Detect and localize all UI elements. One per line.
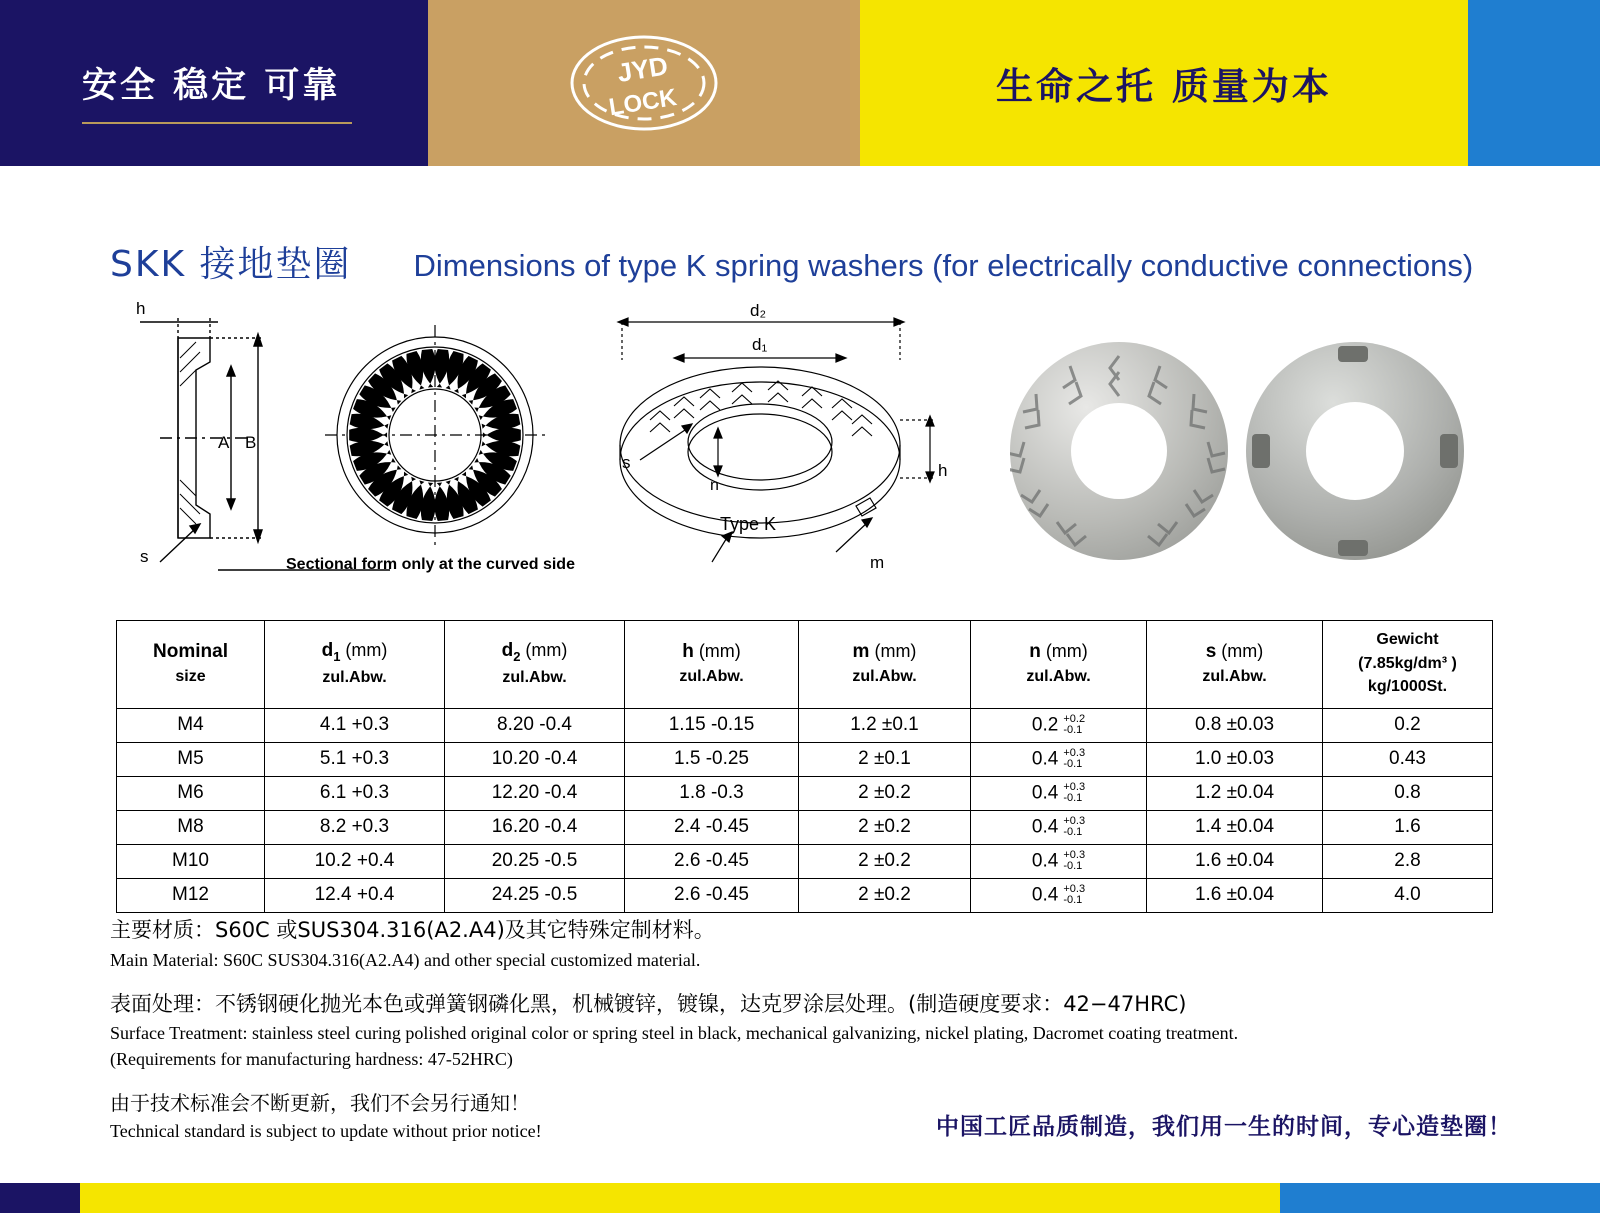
specifications-table	[116, 620, 1493, 913]
cell-d1: 8.2 +0.3	[265, 810, 445, 844]
cell-d2: 16.20 -0.4	[445, 810, 625, 844]
footer-blue-block	[1280, 1183, 1600, 1213]
cell-weight: 0.43	[1323, 742, 1493, 776]
cell-d2: 20.25 -0.5	[445, 844, 625, 878]
footer-navy-block	[0, 1183, 80, 1213]
cell-d2: 24.25 -0.5	[445, 878, 625, 912]
label-B: B	[245, 433, 257, 452]
top-view-diagram	[315, 320, 555, 550]
footer-yellow-block	[80, 1183, 1280, 1213]
col-h: h (mm) zul.Abw.	[625, 621, 799, 709]
surface-note-en-1: Surface Treatment: stainless steel curing polished original color or spring steel in black, mechanical galvanizing, nickel plating, Dacromet coating treatment.	[110, 1023, 1239, 1044]
label-A: A	[218, 433, 230, 452]
washer-photo-toothed	[1010, 342, 1228, 560]
cell-s: 0.8 ±0.03	[1147, 708, 1323, 742]
cell-h: 1.15 -0.15	[625, 708, 799, 742]
col-d1: $d_1$ (mm) zul.Abw.	[265, 621, 445, 709]
cell-weight: 1.6	[1323, 810, 1493, 844]
surface-note-cn: 表面处理：不锈钢硬化抛光本色或弹簧钢磷化黑，机械镀锌，镀镍，达克罗涂层处理。(制造硬度要求：42−47HRC)	[110, 991, 1187, 1016]
header-logo-panel	[428, 0, 860, 166]
table-row	[117, 810, 1493, 844]
header-right-panel	[860, 0, 1600, 166]
header-blue-strip	[1468, 0, 1600, 166]
update-note-en: Technical standard is subject to update without prior notice!	[110, 1121, 542, 1141]
cell-s: 1.4 ±0.04	[1147, 810, 1323, 844]
surface-note-en-2: (Requirements for manufacturing hardness: 47-52HRC)	[110, 1049, 513, 1070]
label-n: n	[710, 477, 719, 494]
notes-section	[110, 915, 1510, 1088]
table-header-row	[117, 621, 1493, 709]
table-row	[117, 844, 1493, 878]
perspective-diagram	[600, 300, 1020, 590]
table-row	[117, 776, 1493, 810]
col-d2: $d_2$ (mm) zul.Abw.	[445, 621, 625, 709]
page-header	[0, 0, 1600, 166]
cell-d1: 10.2 +0.4	[265, 844, 445, 878]
washer-photo-plain	[1246, 342, 1464, 560]
tolerance-stack: +0.3 -0.1	[1063, 780, 1086, 805]
logo-icon	[559, 28, 729, 138]
table-body	[117, 708, 1493, 912]
cell-s: 1.6 ±0.04	[1147, 844, 1323, 878]
cell-d1: 12.4 +0.4	[265, 878, 445, 912]
label-s-left: s	[140, 547, 149, 566]
col-m: m (mm) zul.Abw.	[799, 621, 971, 709]
cell-s: 1.2 ±0.04	[1147, 776, 1323, 810]
label-type-k: Type K	[720, 514, 777, 534]
surface-note	[110, 989, 1510, 1073]
material-note-en: Main Material: S60C SUS304.316(A2.A4) and other special customized material.	[110, 949, 701, 970]
update-note	[110, 1088, 542, 1144]
cell-size: M6	[117, 776, 265, 810]
cell-n: 0.4 +0.3 -0.1	[971, 742, 1147, 776]
col-weight: Gewicht (7.85kg/dm³ ) kg/1000St.	[1323, 621, 1493, 709]
header-left-panel	[0, 0, 428, 166]
diagram-area	[0, 300, 1600, 600]
cell-d2: 10.20 -0.4	[445, 742, 625, 776]
bottom-slogan: 中国工匠品质制造，我们用一生的时间，专心造垫圈！	[936, 1114, 1512, 1140]
cell-size: M8	[117, 810, 265, 844]
specifications-table-wrap	[116, 620, 1492, 913]
cell-m: 1.2 ±0.1	[799, 708, 971, 742]
update-note-cn: 由于技术标准会不断更新，我们不会另行通知！	[110, 1091, 530, 1115]
sectional-caption: Sectional form only at the curved side	[286, 556, 575, 573]
table-row	[117, 742, 1493, 776]
cell-n: 0.4 +0.3 -0.1	[971, 776, 1147, 810]
cell-d1: 5.1 +0.3	[265, 742, 445, 776]
col-nominal-size: Nominal size	[117, 621, 265, 709]
label-d2: d₂	[750, 301, 767, 320]
label-d1: d₁	[752, 335, 768, 354]
cell-n: 0.4 +0.3 -0.1	[971, 810, 1147, 844]
cell-m: 2 ±0.1	[799, 742, 971, 776]
cell-n: 0.4 +0.3 -0.1	[971, 878, 1147, 912]
tolerance-stack: +0.3 -0.1	[1063, 882, 1086, 907]
cell-m: 2 ±0.2	[799, 810, 971, 844]
cell-h: 1.8 -0.3	[625, 776, 799, 810]
material-note-cn: 主要材质：S60C 或SUS304.316(A2.A4)及其它特殊定制材料。	[110, 918, 715, 942]
label-m: m	[870, 553, 885, 572]
table-row	[117, 878, 1493, 912]
cell-m: 2 ±0.2	[799, 878, 971, 912]
label-h-3d: h	[938, 461, 948, 480]
cell-s: 1.0 ±0.03	[1147, 742, 1323, 776]
header-left-underline	[82, 122, 352, 124]
cell-weight: 2.8	[1323, 844, 1493, 878]
washer-teeth-overlay	[1010, 342, 1228, 560]
col-s: s (mm) zul.Abw.	[1147, 621, 1323, 709]
cell-size: M5	[117, 742, 265, 776]
jyd-lock-logo	[559, 28, 729, 138]
cell-weight: 0.2	[1323, 708, 1493, 742]
tolerance-stack: +0.3 -0.1	[1063, 848, 1086, 873]
cell-s: 1.6 ±0.04	[1147, 878, 1323, 912]
cell-h: 2.4 -0.45	[625, 810, 799, 844]
cell-size: M4	[117, 708, 265, 742]
cell-h: 2.6 -0.45	[625, 878, 799, 912]
cell-n: 0.2 +0.2 -0.1	[971, 708, 1147, 742]
logo-text-top: JYD	[615, 50, 670, 88]
page-footer-bar	[0, 1183, 1600, 1213]
tolerance-stack: +0.2 -0.1	[1063, 712, 1086, 737]
cell-weight: 4.0	[1323, 878, 1493, 912]
cell-d2: 12.20 -0.4	[445, 776, 625, 810]
cell-m: 2 ±0.2	[799, 776, 971, 810]
logo-text-bottom: LOCK	[607, 83, 679, 122]
header-right-slogan: 生命之托 质量为本	[996, 65, 1332, 108]
cell-size: M12	[117, 878, 265, 912]
col-n: n (mm) zul.Abw.	[971, 621, 1147, 709]
cell-h: 1.5 -0.25	[625, 742, 799, 776]
cell-d1: 6.1 +0.3	[265, 776, 445, 810]
cell-h: 2.6 -0.45	[625, 844, 799, 878]
table-row	[117, 708, 1493, 742]
label-s-3d: s	[622, 453, 631, 472]
title-english: Dimensions of type K spring washers (for electrically conductive connections)	[413, 248, 1474, 283]
tolerance-stack: +0.3 -0.1	[1063, 746, 1086, 771]
material-note	[110, 915, 1510, 973]
label-h-left: h	[136, 300, 146, 318]
title-chinese: SKK 接地垫圈	[110, 244, 352, 285]
cell-d2: 8.20 -0.4	[445, 708, 625, 742]
cell-d1: 4.1 +0.3	[265, 708, 445, 742]
cell-size: M10	[117, 844, 265, 878]
section-title	[0, 236, 1600, 287]
header-left-slogan: 安全 稳定 可靠	[82, 66, 341, 106]
cell-m: 2 ±0.2	[799, 844, 971, 878]
tolerance-stack: +0.3 -0.1	[1063, 814, 1086, 839]
cell-weight: 0.8	[1323, 776, 1493, 810]
cell-n: 0.4 +0.3 -0.1	[971, 844, 1147, 878]
